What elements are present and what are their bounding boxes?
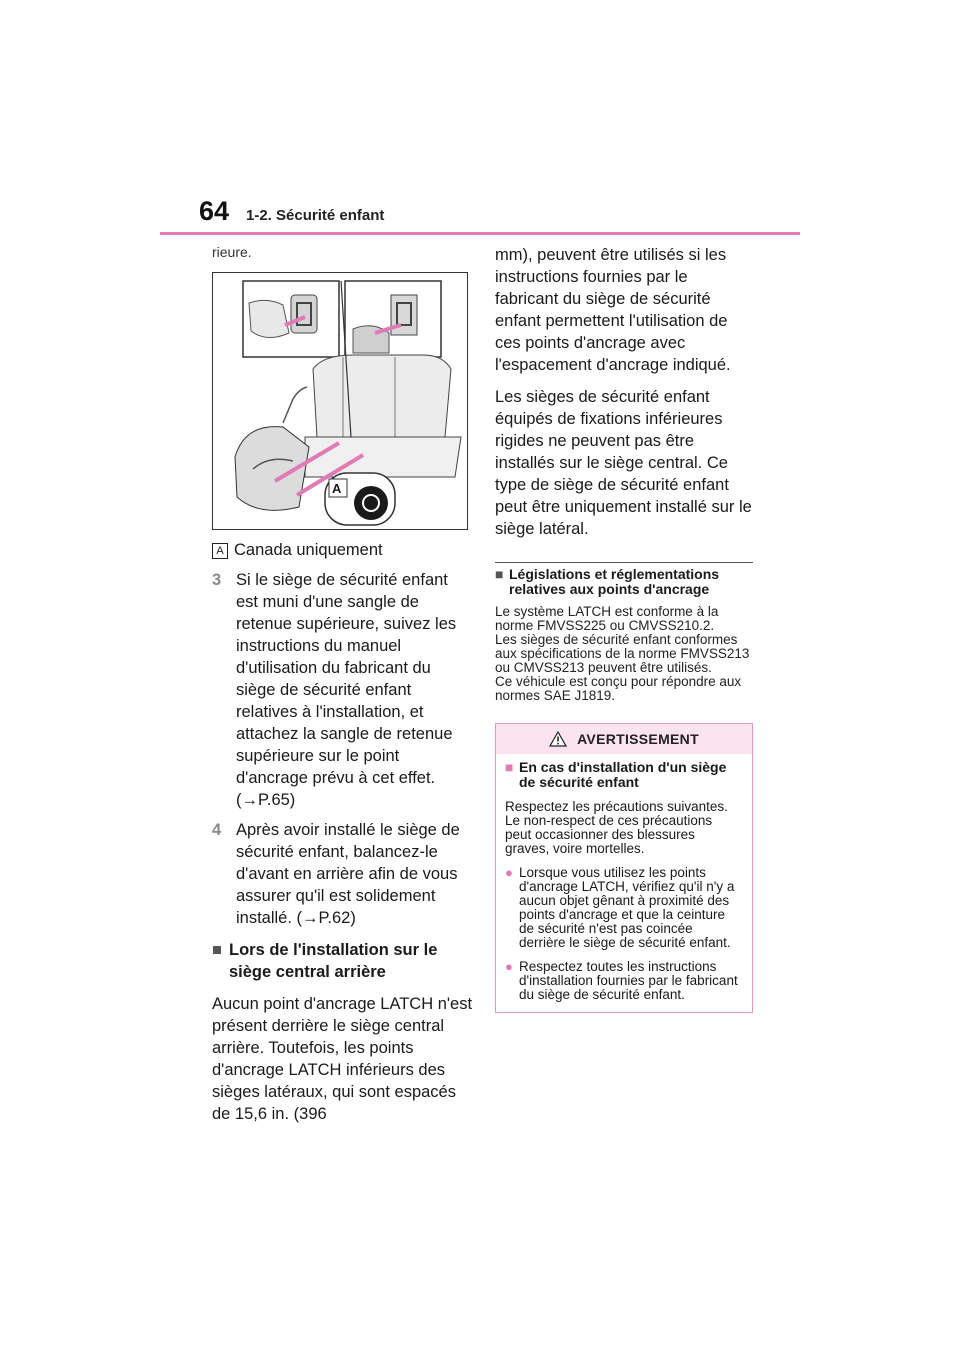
legal-line: Les sièges de sécurité enfant conformes aux spécifications de la norme FMVSS213 ou CMVSS213 peuvent être utilisés. xyxy=(495,632,750,675)
warning-subheading xyxy=(505,760,740,790)
continuation-text: rieure. xyxy=(212,244,252,260)
step-text: Si le siège de sécurité enfant est muni d'une sangle de retenue supérieure, suivez les instructions du manuel d'utilisation du fabricant du siège de sécurité enfant relatives à l'installation, et attachez la sangle de retenue supérieure sur le point d'ancrage prévu à cet effet. (→P.65) xyxy=(236,571,457,809)
warning-bullet xyxy=(505,960,740,1002)
legal-line: Ce véhicule est conçu pour répondre aux normes SAE J1819. xyxy=(495,674,742,703)
square-bullet-icon: ■ xyxy=(505,759,514,775)
caption-label-box: A xyxy=(212,543,228,559)
warning-intro xyxy=(505,800,740,856)
bullet-dot-icon: ● xyxy=(505,865,513,880)
warning-title: AVERTISSEMENT xyxy=(577,731,699,747)
warning-body xyxy=(496,754,752,1012)
page-number: 64 xyxy=(199,196,230,226)
center-seat-heading xyxy=(212,939,474,983)
bullet-text: Lorsque vous utilisez les points d'ancrage LATCH, vérifiez qu'il n'y a aucun objet gênant à proximité des points d'ancrage et que la ceinture de sécurité n'est pas coincée derrière le siège de sécurité enfant. xyxy=(519,865,735,950)
warning-box xyxy=(495,723,753,1013)
warning-header xyxy=(496,724,752,754)
step-number: 3 xyxy=(212,571,222,589)
center-seat-paragraph: Aucun point d'ancrage LATCH n'est présent derrière le siège central arrière. Toutefois, les points d'ancrage LATCH inférieurs des sièges latéraux, qui sont espacés de 15,6 in. (396 xyxy=(212,995,473,1123)
continuation-paragraph: mm), peuvent être utilisés si les instructions fournies par le fabricant du siège de sécurité enfant permettent l'utilisation de ces points d'ancrage avec l'espacement d'ancrage indiqué. xyxy=(495,246,731,374)
step-number: 4 xyxy=(212,821,222,839)
latch-installation-figure xyxy=(212,272,468,530)
legal-text xyxy=(495,605,753,703)
caption-text: Canada uniquement xyxy=(234,541,383,559)
square-bullet-icon: ■ xyxy=(495,566,504,582)
warning-triangle-icon xyxy=(549,731,567,747)
right-column xyxy=(495,244,753,1013)
heading-text: Législations et réglementations relatives aux points d'ancrage xyxy=(509,566,720,597)
bullet-text: Respectez toutes les instructions d'installation fournies par le fabricant du siège de sécurité enfant. xyxy=(519,959,738,1002)
legal-line: Le système LATCH est conforme à la norme FMVSS225 ou CMVSS210.2. xyxy=(495,604,719,633)
warning-intro-line: Le non-respect de ces précautions peut occasionner des blessures graves, voire mortelles. xyxy=(505,813,713,856)
warning-intro-line: Respectez les précautions suivantes. xyxy=(505,799,728,814)
legal-heading xyxy=(495,567,753,597)
section-divider xyxy=(495,562,753,563)
step-4 xyxy=(212,819,474,929)
warning-bullet xyxy=(505,866,740,950)
bullet-dot-icon: ● xyxy=(505,959,513,974)
heading-text: En cas d'installation d'un siège de sécurité enfant xyxy=(519,759,727,790)
section-title: 1-2. Sécurité enfant xyxy=(246,207,385,224)
header-rule xyxy=(160,232,800,235)
heading-text: Lors de l'installation sur le siège central arrière xyxy=(229,941,438,981)
step-text: Après avoir installé le siège de sécurité enfant, balancez-le d'avant en arrière afin de vous assurer qu'il est solidement installé. (→P.62) xyxy=(236,821,460,927)
figure-label-a: A xyxy=(332,481,342,496)
rigid-attachments-paragraph: Les sièges de sécurité enfant équipés de fixations inférieures rigides ne peuvent pas être installés sur le siège central. Ce type de siège de sécurité enfant peut être uniquement installé sur le siège latéral. xyxy=(495,388,752,538)
left-column xyxy=(212,244,474,1125)
figure-caption xyxy=(212,540,474,561)
step-3 xyxy=(212,569,474,811)
square-bullet-icon: ■ xyxy=(212,941,222,959)
